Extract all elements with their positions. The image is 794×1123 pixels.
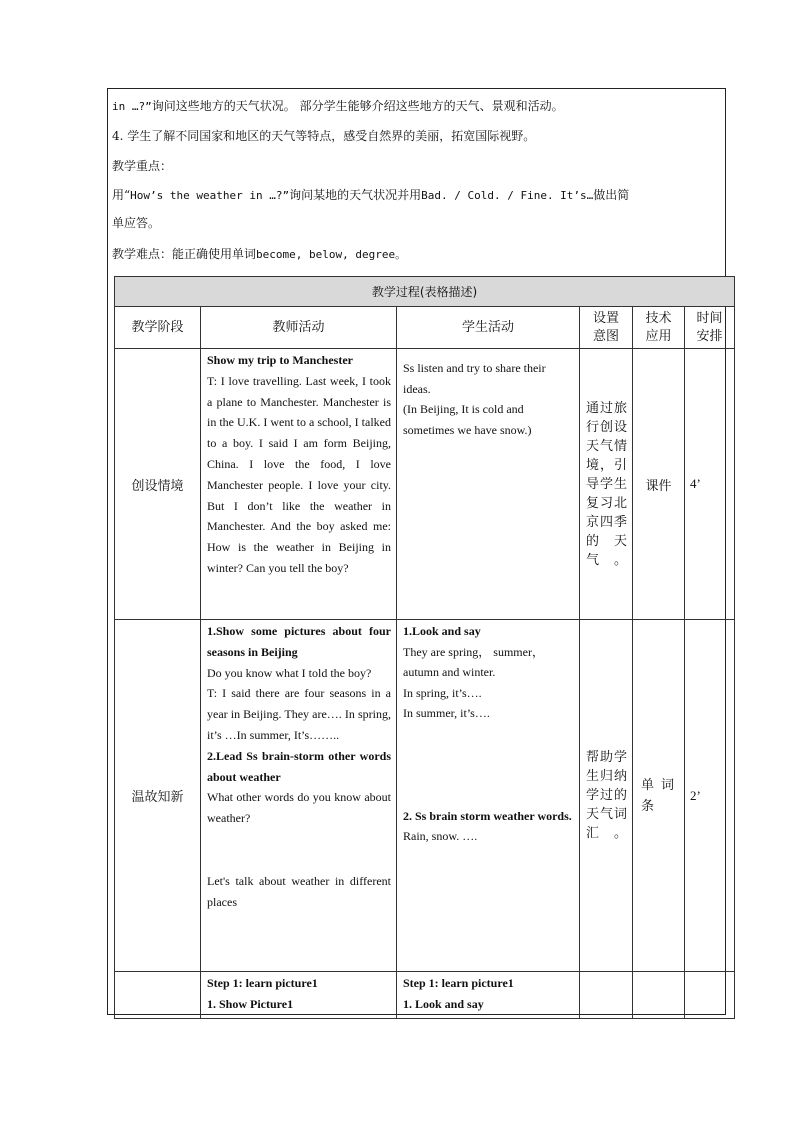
intent-cell: 帮助学生归纳学过的天气词汇。 bbox=[580, 620, 633, 972]
tech-cell: 课件 bbox=[633, 349, 685, 620]
tech-cell: 单词条 bbox=[633, 620, 685, 972]
header-teacher: 教师活动 bbox=[201, 307, 397, 349]
time-cell bbox=[685, 972, 735, 1019]
header-intent: 设置 意图 bbox=[580, 307, 633, 349]
time-cell: 2’ bbox=[685, 620, 735, 972]
difficulty-text: 教学难点：能正确使用单词become, below, degree。 bbox=[112, 247, 407, 261]
header-tech: 技术 应用 bbox=[633, 307, 685, 349]
intro-line-1: in …?”询问这些地方的天气状况。 部分学生能够介绍这些地方的天气、景观和活动。 bbox=[112, 99, 564, 113]
student-activity-cell: Ss listen and try to share their ideas. (In Beijing, It is cold and sometimes we have snow.) bbox=[397, 349, 580, 620]
student-activity-cell: 1.Look and say They are spring， summer，autumn and winter. In spring, it’s…. In summer, it’s…. 2. Ss brain storm weather words. Rain, snow. …. bbox=[397, 620, 580, 972]
header-student: 学生活动 bbox=[397, 307, 580, 349]
key-point-label: 教学重点： bbox=[112, 159, 173, 173]
teacher-activity-cell: Show my trip to Manchester T: I love travelling. Last week, I took a plane to Manchester. Manchester is in the U.K. I went to a school, I talked to a boy. I said I am form Beijing, China. I love the food, I love Manchester people. I love your city. But I don’t like the weather in Manchester. And the boy asked me: How is the weather in Beijing in winter? Can you tell the boy? bbox=[201, 349, 397, 620]
intent-cell: 通过旅行创设天气情境，引导学生复习北京四季的天气。 bbox=[580, 349, 633, 620]
table-row bbox=[115, 349, 735, 620]
intro-line-2: 4. 学生了解不同国家和地区的天气等特点，感受自然界的美丽，拓宽国际视野。 bbox=[112, 129, 536, 143]
intent-cell bbox=[580, 972, 633, 1019]
header-time: 时间 安排 bbox=[685, 307, 735, 349]
stage-cell bbox=[115, 972, 201, 1019]
table-title: 教学过程(表格描述) bbox=[115, 277, 735, 307]
teacher-activity-cell: 1.Show some pictures about four seasons in Beijing Do you know what I told the boy? T: I said there are four seasons in a year in Beijing. They are…. In spring, it’s …In summer, It’s…….. 2.Lead Ss brain-storm other words about weather What other words do you know about weather? Let's talk about weather in different places bbox=[201, 620, 397, 972]
student-activity-cell: Step 1: learn picture1 1. Look and say bbox=[397, 972, 580, 1019]
teacher-activity-cell: Step 1: learn picture1 1. Show Picture1 bbox=[201, 972, 397, 1019]
tech-cell bbox=[633, 972, 685, 1019]
stage-cell: 创设情境 bbox=[115, 349, 201, 620]
stage-cell: 温故知新 bbox=[115, 620, 201, 972]
key-point-text: 用“How’s the weather in …?”询问某地的天气状况并用Bad. / Cold. / Fine. It’s…做出简 bbox=[112, 188, 630, 202]
teaching-process-table bbox=[114, 276, 735, 1019]
key-point-text-cont: 单应答。 bbox=[112, 216, 161, 230]
table-row bbox=[115, 620, 735, 972]
table-row bbox=[115, 972, 735, 1019]
time-cell: 4’ bbox=[685, 349, 735, 620]
header-stage: 教学阶段 bbox=[115, 307, 201, 349]
